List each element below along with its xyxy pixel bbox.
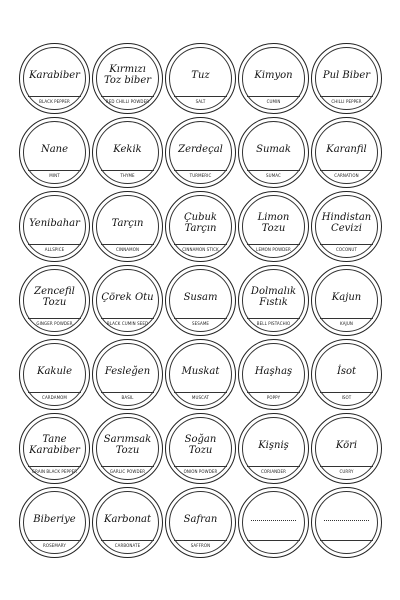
- spice-label: [311, 43, 382, 114]
- spice-name: Çubuk Tarçın: [184, 212, 217, 234]
- label-divider: [101, 318, 154, 319]
- spice-name: Karabiber: [29, 69, 80, 81]
- spice-english-name: POPPY: [266, 395, 281, 400]
- label-divider: [174, 540, 227, 541]
- label-divider: [174, 466, 227, 467]
- spice-label: [19, 339, 90, 410]
- label-divider: [174, 392, 227, 393]
- spice-english-name: SUMAC: [266, 173, 281, 178]
- spice-english-name: MUSCAT: [191, 395, 210, 400]
- label-divider: [320, 466, 373, 467]
- label-divider: [247, 244, 300, 245]
- label-divider: [101, 466, 154, 467]
- spice-name: Hindistan Cevizi: [321, 212, 372, 234]
- spice-name: Zencefil Tozu: [34, 286, 75, 308]
- spice-english-name: CURRY: [339, 469, 354, 474]
- spice-label: [165, 265, 236, 336]
- spice-label: [238, 339, 309, 410]
- spice-label: [92, 339, 163, 410]
- spice-name: Kişniş: [258, 439, 289, 451]
- spice-name: Soğan Tozu: [184, 434, 217, 456]
- spice-name: Kajun: [331, 291, 362, 303]
- spice-english-name: GARLIC POWDER: [109, 469, 146, 474]
- label-divider: [320, 170, 373, 171]
- spice-english-name: COCONUT: [336, 247, 357, 252]
- spice-label: [19, 265, 90, 336]
- spice-english-name: CARBONATE: [114, 543, 141, 548]
- label-divider: [320, 540, 373, 541]
- spice-name: Kimyon: [254, 69, 293, 81]
- spice-label: [238, 117, 309, 188]
- spice-english-name: ALLSPICE: [44, 247, 65, 252]
- label-divider: [28, 540, 81, 541]
- spice-english-name: GRAIN BLACK PEPPER: [31, 469, 78, 474]
- label-divider: [320, 244, 373, 245]
- spice-label: [165, 487, 236, 558]
- spice-name: Safran: [183, 513, 218, 525]
- spice-name: Muskat: [181, 365, 220, 377]
- spice-name: Tane Karabiber: [29, 434, 80, 456]
- write-in-dotted-line: [324, 520, 369, 521]
- spice-label: [238, 413, 309, 484]
- spice-english-name: ONION POWDER: [183, 469, 218, 474]
- spice-label: [311, 191, 382, 262]
- label-divider: [320, 318, 373, 319]
- spice-name: Kekik: [113, 143, 142, 155]
- label-divider: [101, 96, 154, 97]
- spice-english-name: BELL PISTACHIO: [256, 321, 291, 326]
- spice-name: Çörek Otu: [101, 291, 154, 303]
- spice-label: [165, 191, 236, 262]
- spice-name: Dolmalık Fıstık: [250, 286, 297, 308]
- spice-english-name: RED CHILLI POWDER: [105, 99, 150, 104]
- spice-name: Yenibahar: [29, 217, 80, 229]
- spice-label: [238, 43, 309, 114]
- spice-english-name: TURMERIC: [189, 173, 212, 178]
- label-divider: [247, 392, 300, 393]
- label-divider: [28, 466, 81, 467]
- spice-name: Haşhaş: [254, 365, 293, 377]
- spice-name: Susam: [183, 291, 218, 303]
- label-divider: [174, 318, 227, 319]
- spice-label: [165, 43, 236, 114]
- spice-label: [92, 265, 163, 336]
- label-divider: [28, 392, 81, 393]
- spice-english-name: SALT: [195, 99, 206, 104]
- label-divider: [247, 540, 300, 541]
- spice-label: [165, 339, 236, 410]
- label-divider: [28, 318, 81, 319]
- spice-english-name: LEMON POWDER: [256, 247, 291, 252]
- spice-label: [311, 265, 382, 336]
- spice-english-name: BLACK PEPPER: [39, 99, 70, 104]
- spice-english-name: SAFFRON: [190, 543, 211, 548]
- spice-name: Zerdeçal: [178, 143, 223, 155]
- spice-name: Pul Biber: [322, 69, 371, 81]
- spice-label: [19, 413, 90, 484]
- spice-label: [165, 413, 236, 484]
- spice-label: [92, 43, 163, 114]
- spice-english-name: CHILLI PEPPER: [331, 99, 362, 104]
- label-divider: [247, 466, 300, 467]
- spice-label: [311, 413, 382, 484]
- spice-label: [311, 117, 382, 188]
- label-divider: [320, 96, 373, 97]
- label-divider: [101, 540, 154, 541]
- spice-name: Köri: [335, 439, 358, 451]
- spice-english-name: BLACK CUMIN SEED: [106, 321, 149, 326]
- spice-english-name: CINNAMON STICK: [182, 247, 219, 252]
- label-divider: [174, 96, 227, 97]
- spice-name: Kakule: [36, 365, 73, 377]
- spice-english-name: CINNAMON: [115, 247, 140, 252]
- spice-english-name: CORIANDER: [261, 469, 286, 474]
- label-divider: [320, 392, 373, 393]
- spice-label: [92, 191, 163, 262]
- spice-label: [19, 117, 90, 188]
- label-divider: [174, 244, 227, 245]
- spice-english-name: THYME: [120, 173, 135, 178]
- spice-english-name: CARNATION: [334, 173, 359, 178]
- spice-label: [19, 191, 90, 262]
- spice-name: Sumak: [256, 143, 291, 155]
- spice-name: Limon Tozu: [257, 212, 290, 234]
- spice-name: İsot: [336, 365, 357, 377]
- spice-label: [92, 117, 163, 188]
- label-divider: [28, 96, 81, 97]
- spice-english-name: CUMIN: [266, 99, 281, 104]
- label-divider: [101, 244, 154, 245]
- spice-english-name: KAJUN: [340, 321, 353, 326]
- blank-label: [238, 487, 309, 558]
- spice-name: Nane: [40, 143, 69, 155]
- spice-name: Tuz: [191, 69, 210, 81]
- label-divider: [101, 392, 154, 393]
- spice-english-name: SESAME: [192, 321, 209, 326]
- spice-name: Sarımsak Tozu: [103, 434, 152, 456]
- spice-english-name: BASIL: [121, 395, 134, 400]
- spice-english-name: GINGER POWDER: [36, 321, 73, 326]
- spice-english-name: ISOT: [341, 395, 352, 400]
- spice-label: [92, 413, 163, 484]
- blank-label: [311, 487, 382, 558]
- spice-label: [238, 191, 309, 262]
- spice-english-name: CARDAMOM: [42, 395, 67, 400]
- spice-name: Tarçın: [111, 217, 144, 229]
- spice-name: Biberiye: [33, 513, 76, 525]
- spice-name: Karanfil: [326, 143, 367, 155]
- spice-label: [92, 487, 163, 558]
- label-inner-ring: [315, 491, 378, 554]
- spice-name: Kırmızı Toz biber: [103, 64, 152, 86]
- label-divider: [247, 170, 300, 171]
- spice-name: Fesleğen: [104, 365, 151, 377]
- label-divider: [28, 170, 81, 171]
- spice-label: [311, 339, 382, 410]
- spice-english-name: ROSEMARY: [43, 543, 66, 548]
- spice-english-name: MINT: [49, 173, 60, 178]
- write-in-dotted-line: [251, 520, 296, 521]
- label-divider: [247, 318, 300, 319]
- label-grid: [18, 42, 383, 560]
- spice-name: Karbonat: [103, 513, 152, 525]
- spice-label: [165, 117, 236, 188]
- label-divider: [247, 96, 300, 97]
- spice-label: [238, 265, 309, 336]
- spice-label: [19, 487, 90, 558]
- label-divider: [101, 170, 154, 171]
- label-divider: [28, 244, 81, 245]
- label-divider: [174, 170, 227, 171]
- spice-label: [19, 43, 90, 114]
- label-inner-ring: [242, 491, 305, 554]
